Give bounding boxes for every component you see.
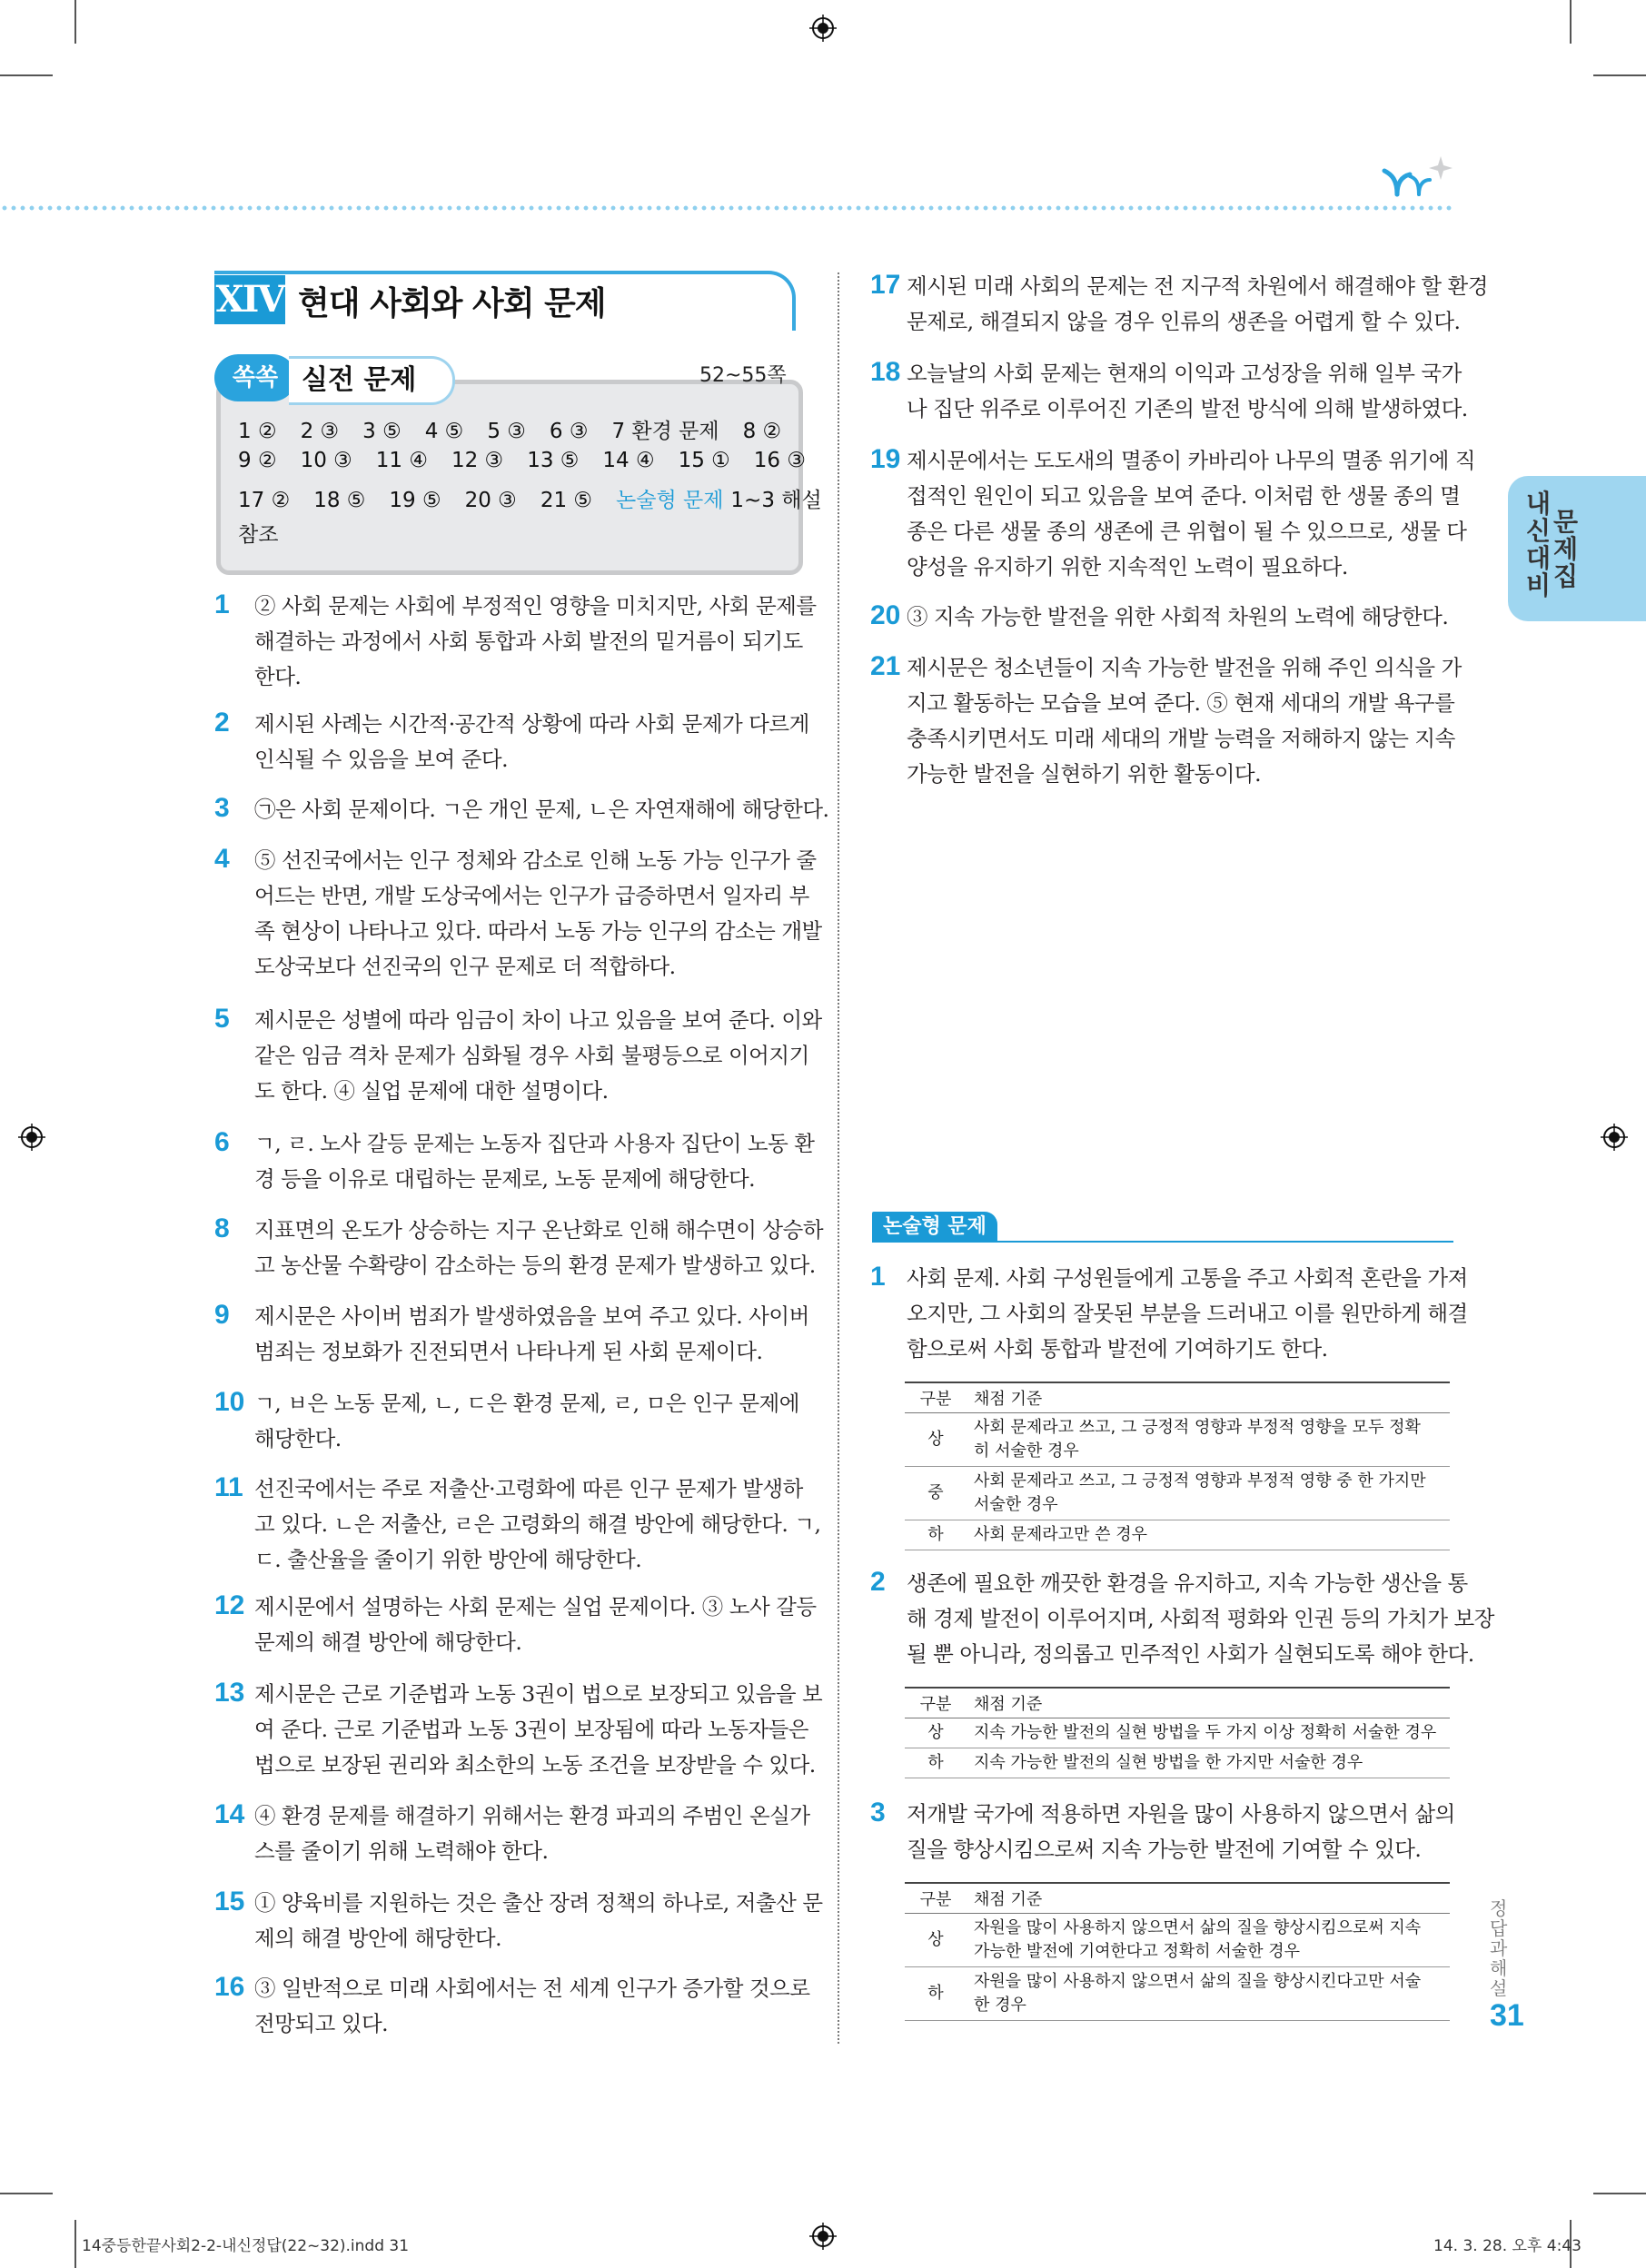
side-tab-label-1: 내신대비 — [1526, 489, 1552, 600]
section-number: XIV — [214, 275, 285, 324]
item-text-line: 종은 다른 생물 종의 생존에 큰 위협이 될 수 있으므로, 생물 다 — [907, 519, 1467, 544]
answer: 7 환경 문제 — [611, 420, 719, 443]
rubric-criteria-line: 한 경우 — [974, 1996, 1026, 2015]
item-text-line: 오늘날의 사회 문제는 현재의 이익과 고성장을 위해 일부 국가 — [907, 361, 1462, 386]
item-number: 2 — [214, 708, 230, 738]
item-text-line: 제시문에서는 도도새의 멸종이 카바리아 나무의 멸종 위기에 직 — [907, 448, 1476, 473]
rubric-row — [905, 1748, 1450, 1778]
rubric-criteria-line: 자원을 많이 사용하지 않으면서 삶의 질을 향상시킴으로써 지속 — [974, 1918, 1422, 1937]
item-text-line: ③ 일반적으로 미래 사회에서는 전 세계 인구가 증가할 것으로 — [254, 1976, 810, 2001]
item-number: 1 — [214, 589, 230, 619]
section-title: 현대 사회와 사회 문제 — [298, 285, 606, 322]
item-number: 17 — [870, 270, 901, 300]
item-text-line: 스를 줄이기 위해 노력해야 한다. — [254, 1838, 549, 1864]
item-number: 15 — [214, 1887, 245, 1916]
item-number: 16 — [214, 1972, 245, 2002]
item-number: 3 — [870, 1798, 886, 1827]
item-text-line: 고 있다. ㄴ은 저출산, ㄹ은 고령화의 해결 방안에 해당한다. ㄱ, — [254, 1511, 821, 1537]
rubric-table — [905, 1882, 1450, 2021]
date-slug: 14. 3. 28. 오후 4:43 — [1433, 2237, 1582, 2255]
rubric-grade: 하 — [905, 1748, 967, 1778]
rubric-criteria — [967, 1967, 1450, 2021]
item-text-line: 문제의 해결 방안에 해당한다. — [254, 1629, 522, 1655]
rubric-criteria-line: 지속 가능한 발전의 실현 방법을 두 가지 이상 정확히 서술한 경우 — [974, 1723, 1437, 1742]
answer-row — [238, 414, 805, 444]
rubric-header-row — [905, 1688, 1450, 1718]
answer-key-box — [216, 380, 803, 575]
item-text-line: 제시문은 청소년들이 지속 가능한 발전을 위해 주인 의식을 가 — [907, 655, 1462, 680]
crop-mark — [0, 2193, 53, 2194]
item-text-line: ③ 지속 가능한 발전을 위한 사회적 차원의 노력에 해당한다. — [907, 604, 1449, 629]
item-text-line: 지표면의 온도가 상승하는 지구 온난화로 인해 해수면이 상승하 — [254, 1217, 824, 1243]
crop-mark — [1593, 74, 1646, 76]
answer: 3 ⑤ — [362, 420, 402, 443]
item-number: 12 — [214, 1590, 245, 1620]
page-number: 31 — [1490, 1998, 1524, 2033]
rubric-criteria-line: 사회 문제라고 쓰고, 그 긍정적 영향과 부정적 영향을 모두 정확 — [974, 1418, 1421, 1437]
answer: 4 ⑤ — [424, 420, 464, 443]
item-number: 11 — [214, 1472, 243, 1502]
item-text-line: 양성을 유지하기 위한 지속적인 노력이 필요하다. — [907, 554, 1348, 579]
rubric-header-cell: 구분 — [905, 1883, 967, 1914]
rubric-header-row — [905, 1382, 1450, 1413]
item-text-line: 질을 향상시킴으로써 지속 가능한 발전에 기여할 수 있다. — [907, 1837, 1422, 1862]
item-text-line: 저개발 국가에 적용하면 자원을 많이 사용하지 않으면서 삶의 — [907, 1801, 1455, 1827]
rubric-grade: 상 — [905, 1914, 967, 1967]
item-text-line: 도상국보다 선진국의 인구 문제로 더 적합하다. — [254, 954, 676, 979]
rubric-criteria-line: 서술한 경우 — [974, 1495, 1058, 1514]
registration-mark-icon — [18, 1124, 45, 1151]
registration-mark-icon — [809, 15, 837, 42]
rubric-criteria-line: 사회 문제라고만 쓴 경우 — [974, 1525, 1148, 1544]
rubric-row — [905, 1718, 1450, 1748]
rubric-grade: 상 — [905, 1413, 967, 1467]
answer-row — [238, 518, 302, 548]
answer: 13 ⑤ — [527, 449, 580, 472]
item-text-line: 한다. — [254, 664, 302, 689]
essay-reference-tail: 1~3 해설 — [730, 489, 822, 512]
answer: 10 ③ — [300, 449, 352, 472]
item-number: 6 — [214, 1127, 230, 1157]
answer: 9 ② — [238, 449, 277, 472]
practice-title: 실전 문제 — [289, 356, 455, 405]
rubric-grade: 중 — [905, 1467, 967, 1520]
answer: 5 ③ — [487, 420, 526, 443]
item-text-line: 선진국에서는 주로 저출산·고령화에 따른 인구 문제가 발생하 — [254, 1476, 803, 1501]
answer: 2 ③ — [300, 420, 340, 443]
item-text-line: ② 사회 문제는 사회에 부정적인 영향을 미치지만, 사회 문제를 — [254, 593, 817, 619]
item-number: 8 — [214, 1213, 230, 1243]
column-divider — [838, 272, 839, 2044]
item-text-line: 해당한다. — [254, 1426, 342, 1451]
answer: 20 ③ — [464, 489, 517, 512]
item-text-line: 족 현상이 나타나고 있다. 따라서 노동 가능 인구의 감소는 개발 — [254, 918, 822, 944]
rubric-header-cell: 채점 기준 — [967, 1382, 1450, 1413]
answer: 12 ③ — [451, 449, 504, 472]
item-text-line: 범죄는 정보화가 진전되면서 나타나게 된 사회 문제이다. — [254, 1339, 763, 1364]
rubric-criteria-line: 자원을 많이 사용하지 않으면서 삶의 질을 향상시킨다고만 서술 — [974, 1972, 1422, 1991]
item-text-line: 어드는 반면, 개발 도상국에서는 인구가 급증하면서 일자리 부 — [254, 883, 809, 908]
rubric-row — [905, 1914, 1450, 1967]
item-text-line: ㄱ, ㅂ은 노동 문제, ㄴ, ㄷ은 환경 문제, ㄹ, ㅁ은 인구 문제에 — [254, 1391, 799, 1416]
page-range: 52~55쪽 — [699, 364, 787, 387]
item-text-line: 제시문은 성별에 따라 임금이 차이 나고 있음을 보여 준다. 이와 — [254, 1007, 822, 1033]
item-text-line: 제시문은 사이버 범죄가 발생하였음을 보여 주고 있다. 사이버 — [254, 1303, 809, 1329]
answer: 11 ④ — [375, 449, 428, 472]
item-text-line: 충족시키면서도 미래 세대의 개발 능력을 저해하지 않는 지속 — [907, 726, 1455, 751]
rubric-row — [905, 1967, 1450, 2021]
item-text-line: 함으로써 사회 통합과 발전에 기여하기도 한다. — [907, 1336, 1328, 1362]
answer-row — [238, 483, 846, 513]
item-text-line: ⑤ 선진국에서는 인구 정체와 감소로 인해 노동 가능 인구가 줄 — [254, 847, 817, 873]
rubric-criteria — [967, 1520, 1450, 1550]
rubric-grade: 상 — [905, 1718, 967, 1748]
item-text-line: ㄱ, ㄹ. 노사 갈등 문제는 노동자 집단과 사용자 집단이 노동 환 — [254, 1131, 815, 1156]
file-slug: 14중등한끝사회2-2-내신정답(22~32).indd 31 — [82, 2237, 410, 2255]
answer: 14 ④ — [602, 449, 655, 472]
item-text-line: 오지만, 그 사회의 잘못된 부분을 드러내고 이를 원만하게 해결 — [907, 1301, 1468, 1326]
answer: 1 ② — [238, 420, 277, 443]
rubric-criteria — [967, 1718, 1450, 1748]
rubric-criteria-line: 가능한 발전에 기여한다고 정확히 서술한 경우 — [974, 1942, 1300, 1961]
rubric-criteria — [967, 1748, 1450, 1778]
item-number: 4 — [214, 844, 230, 874]
essay-section-header: 논술형 문제 — [872, 1212, 997, 1243]
rubric-header-cell: 채점 기준 — [967, 1883, 1450, 1914]
answer: 17 ② — [238, 489, 291, 512]
item-number: 14 — [214, 1799, 245, 1829]
item-text-line: 제시문에서 설명하는 사회 문제는 실업 문제이다. ③ 노사 갈등 — [254, 1594, 817, 1619]
item-text-line: ㄷ. 출산율을 줄이기 위한 방안에 해당한다. — [254, 1547, 642, 1572]
rubric-criteria — [967, 1413, 1450, 1467]
item-text-line: 여 준다. 근로 기준법과 노동 3권이 보장됨에 따라 노동자들은 — [254, 1717, 809, 1742]
registration-mark-icon — [809, 2223, 837, 2250]
item-text-line: 고 농산물 수확량이 감소하는 등의 환경 문제가 발생하고 있다. — [254, 1253, 816, 1278]
practice-badge: 쏙쏙 — [214, 354, 296, 401]
crop-mark — [74, 2220, 76, 2268]
crop-mark — [1593, 2193, 1646, 2194]
rubric-header-cell: 구분 — [905, 1688, 967, 1718]
item-number: 13 — [214, 1678, 245, 1708]
rubric-criteria-line: 지속 가능한 발전의 실현 방법을 한 가지만 서술한 경우 — [974, 1753, 1363, 1772]
item-number: 10 — [214, 1387, 245, 1417]
item-text-line: ④ 환경 문제를 해결하기 위해서는 환경 파괴의 주범인 온실가 — [254, 1803, 810, 1828]
rubric-row — [905, 1413, 1450, 1467]
answer: 16 ③ — [753, 449, 806, 472]
answer: 19 ⑤ — [389, 489, 441, 512]
rubric-criteria-line: 히 서술한 경우 — [974, 1441, 1079, 1461]
rubric-row — [905, 1520, 1450, 1550]
item-number: 2 — [870, 1567, 886, 1597]
side-footer-label: 정답과 해설 — [1490, 1897, 1508, 1999]
item-number: 19 — [870, 444, 901, 474]
item-text-line: 법으로 보장된 권리와 최소한의 노동 조건을 보장받을 수 있다. — [254, 1752, 816, 1778]
header-dotted-line — [0, 205, 1453, 211]
rubric-criteria — [967, 1914, 1450, 1967]
item-text-line: 나 집단 위주로 이루어진 기존의 발전 방식에 의해 발생하였다. — [907, 396, 1468, 421]
item-text-line: 전망되고 있다. — [254, 2011, 389, 2036]
answer: 6 ③ — [549, 420, 589, 443]
item-number: 9 — [214, 1300, 230, 1330]
item-text-line: 지고 활동하는 모습을 보여 준다. ⑤ 현재 세대의 개발 욕구를 — [907, 690, 1455, 716]
crop-mark — [0, 74, 53, 76]
rubric-criteria — [967, 1467, 1450, 1520]
side-tab-label-2: 문제집 — [1553, 507, 1579, 591]
item-text-line: 제시된 미래 사회의 문제는 전 지구적 차원에서 해결해야 할 환경 — [907, 273, 1488, 299]
essay-reference: 논술형 문제 — [616, 489, 724, 512]
item-text-line: 될 뿐 아니라, 정의롭고 민주적인 사회가 실현되도록 해야 한다. — [907, 1641, 1474, 1667]
answer: 15 ① — [678, 449, 730, 472]
item-text-line: 도 한다. ④ 실업 문제에 대한 설명이다. — [254, 1078, 609, 1104]
answer-row — [238, 449, 829, 472]
item-number: 20 — [870, 600, 901, 630]
item-text-line: 해결하는 과정에서 사회 통합과 사회 발전의 밑거름이 되기도 — [254, 629, 803, 654]
item-number: 1 — [870, 1262, 886, 1292]
item-text-line: 가능한 발전을 실현하기 위한 활동이다. — [907, 761, 1262, 787]
essay-header-rule — [872, 1241, 1453, 1243]
item-text-line: ㉠은 사회 문제이다. ㄱ은 개인 문제, ㄴ은 자연재해에 해당한다. — [254, 797, 829, 822]
answer: 8 ② — [742, 420, 782, 443]
item-number: 5 — [214, 1004, 230, 1034]
item-text-line: 제시된 사례는 시간적·공간적 상황에 따라 사회 문제가 다르게 — [254, 711, 809, 737]
item-text-line: 제의 해결 방안에 해당한다. — [254, 1926, 502, 1951]
rubric-row — [905, 1467, 1450, 1520]
rubric-table — [905, 1382, 1450, 1550]
item-text-line: 문제로, 해결되지 않을 경우 인류의 생존을 어렵게 할 수 있다. — [907, 309, 1461, 334]
answer: 21 ⑤ — [540, 489, 593, 512]
item-text-line: 인식될 수 있음을 보여 준다. — [254, 747, 509, 772]
rubric-header-row — [905, 1883, 1450, 1914]
item-number: 18 — [870, 357, 901, 387]
item-text-line: 생존에 필요한 깨끗한 환경을 유지하고, 지속 가능한 생산을 통 — [907, 1570, 1468, 1596]
essay-reference-end: 참조 — [238, 523, 279, 547]
rubric-criteria-line: 사회 문제라고 쓰고, 그 긍정적 영향과 부정적 영향 중 한 가지만 — [974, 1471, 1426, 1491]
rubric-table — [905, 1687, 1450, 1778]
rubric-header-cell: 채점 기준 — [967, 1688, 1450, 1718]
crop-mark — [74, 0, 76, 44]
rubric-header-cell: 구분 — [905, 1382, 967, 1413]
item-text-line: 사회 문제. 사회 구성원들에게 고통을 주고 사회적 혼란을 가져 — [907, 1265, 1468, 1291]
item-text-line: 접적인 원인이 되고 있음을 보여 준다. 이처럼 한 생물 종의 멸 — [907, 483, 1461, 509]
item-text-line: 제시문은 근로 기준법과 노동 3권이 법으로 보장되고 있음을 보 — [254, 1681, 823, 1707]
item-number: 3 — [214, 793, 230, 823]
rubric-grade: 하 — [905, 1967, 967, 2021]
registration-mark-icon — [1601, 1124, 1628, 1151]
crop-mark — [1570, 0, 1572, 44]
rubric-grade: 하 — [905, 1520, 967, 1550]
item-text-line: 해 경제 발전이 이루어지며, 사회적 평화와 인권 등의 가치가 보장 — [907, 1606, 1494, 1631]
sprout-icon — [1379, 153, 1457, 198]
item-text-line: ① 양육비를 지원하는 것은 출산 장려 정책의 하나로, 저출산 문 — [254, 1890, 823, 1916]
item-text-line: 경 등을 이유로 대립하는 문제로, 노동 문제에 해당한다. — [254, 1166, 756, 1192]
item-number: 21 — [870, 651, 901, 681]
item-text-line: 같은 임금 격차 문제가 심화될 경우 사회 불평등으로 이어지기 — [254, 1043, 809, 1068]
answer: 18 ⑤ — [313, 489, 366, 512]
